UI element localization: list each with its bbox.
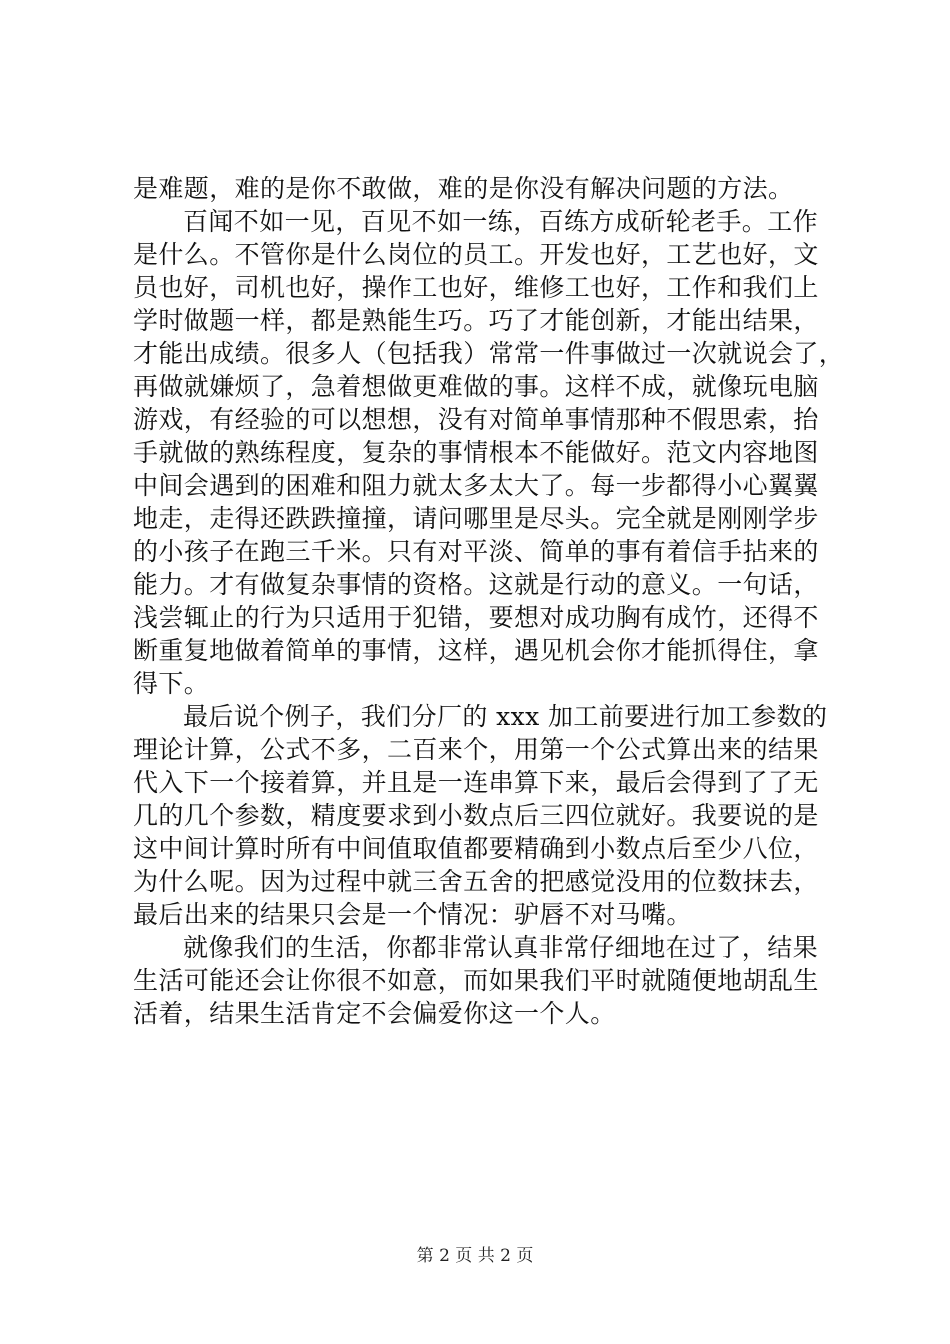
- text-line: 地走，走得还跌跌撞撞，请问哪里是尽头。完全就是刚刚学步: [133, 504, 819, 533]
- text-line: 百闻不如一见，百见不如一练，百练方成斫轮老手。工作: [183, 207, 819, 236]
- text-line: 能力。才有做复杂事情的资格。这就是行动的意义。一句话，: [133, 570, 819, 599]
- text-line: 活着，结果生活肯定不会偏爱你这一个人。: [133, 999, 616, 1028]
- text-line: 最后说个例子，我们分厂的 xxx 加工前要进行加工参数的: [183, 702, 828, 731]
- text-line: 的小孩子在跑三千米。只有对平淡、简单的事有着信手拈来的: [133, 537, 819, 566]
- text-line: 生活可能还会让你很不如意，而如果我们平时就随便地胡乱生: [133, 966, 819, 995]
- page-number-footer: 第 2 页 共 2 页: [416, 1246, 534, 1266]
- text-line: 再做就嫌烦了，急着想做更难做的事。这样不成，就像玩电脑: [133, 372, 819, 401]
- text-line: 游戏，有经验的可以想想，没有对简单事情那种不假思索，抬: [133, 405, 819, 434]
- text-line: 学时做题一样，都是熟能生巧。巧了才能创新，才能出结果，: [133, 306, 819, 335]
- text-line: 是难题，难的是你不敢做，难的是你没有解决问题的方法。: [133, 174, 794, 203]
- text-line: 最后出来的结果只会是一个情况：驴唇不对马嘴。: [133, 900, 692, 929]
- text-line: 手就做的熟练程度，复杂的事情根本不能做好。范文内容地图: [133, 438, 819, 467]
- text-line: 这中间计算时所有中间值取值都要精确到小数点后至少八位，: [133, 834, 819, 863]
- text-line: 才能出成绩。很多人（包括我）常常一件事做过一次就说会了，: [133, 339, 845, 368]
- text-line: 就像我们的生活，你都非常认真非常仔细地在过了，结果: [183, 933, 819, 962]
- document-body: [133, 172, 845, 1030]
- text-line: 代入下一个接着算，并且是一连串算下来，最后会得到了了无: [133, 768, 819, 797]
- text-line: 是什么。不管你是什么岗位的员工。开发也好，工艺也好，文: [133, 240, 819, 269]
- text-line: 中间会遇到的困难和阻力就太多太大了。每一步都得小心翼翼: [133, 471, 819, 500]
- text-line: 为什么呢。因为过程中就三舍五舍的把感觉没用的位数抹去，: [133, 867, 819, 896]
- text-line: 浅尝辄止的行为只适用于犯错，要想对成功胸有成竹，还得不: [133, 603, 819, 632]
- text-line: 理论计算，公式不多，二百来个，用第一个公式算出来的结果: [133, 735, 819, 764]
- text-line: 员也好，司机也好，操作工也好，维修工也好，工作和我们上: [133, 273, 819, 302]
- text-line: 断重复地做着简单的事情，这样，遇见机会你才能抓得住，拿: [133, 636, 819, 665]
- text-line: 几的几个参数，精度要求到小数点后三四位就好。我要说的是: [133, 801, 819, 830]
- text-line: 得下。: [133, 669, 210, 698]
